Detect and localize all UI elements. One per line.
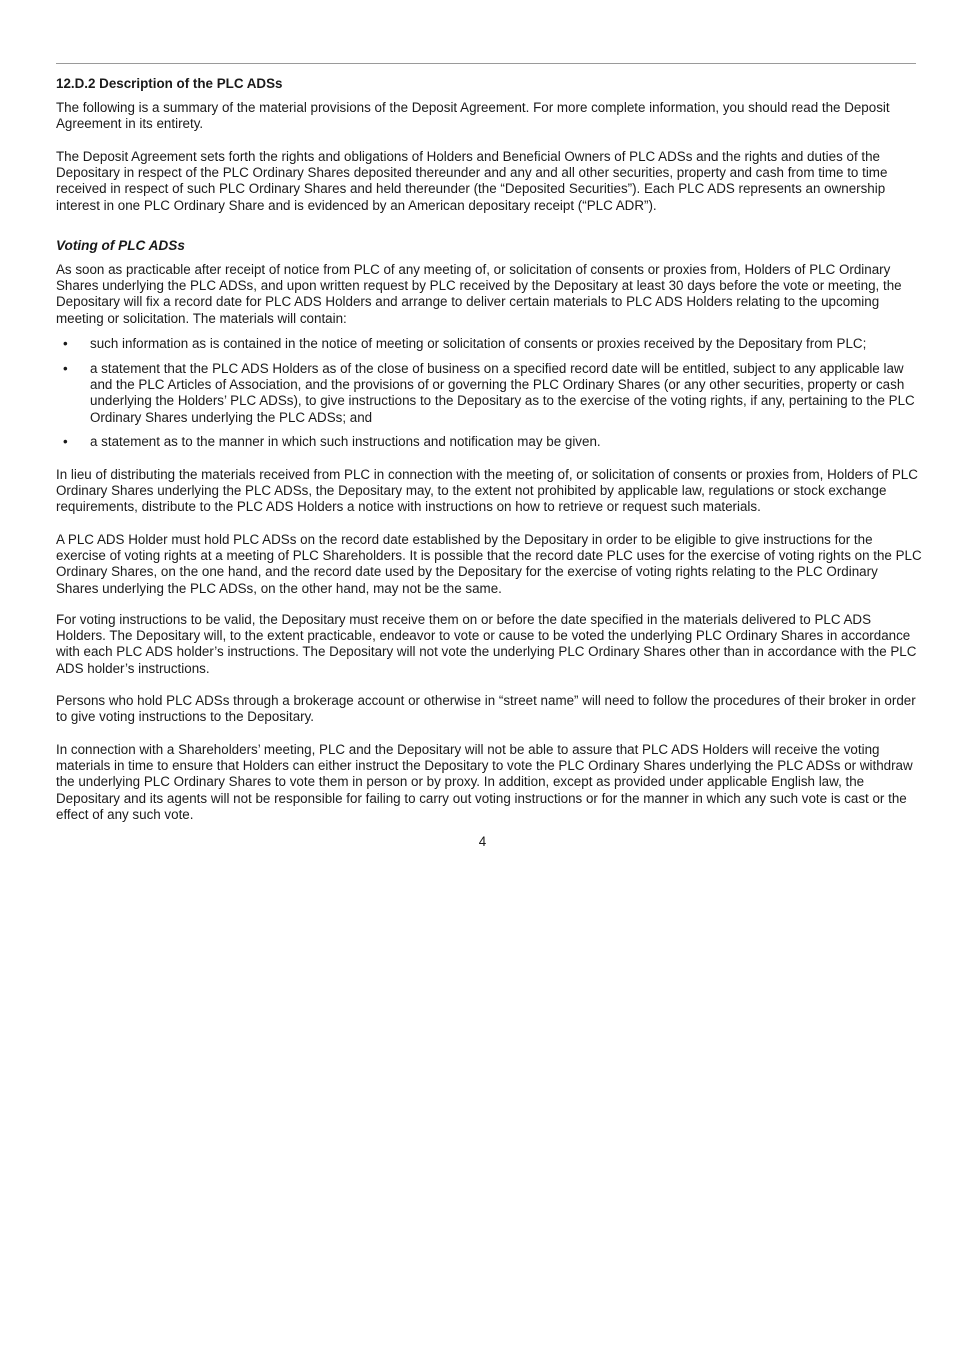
voting-paragraph-3: A PLC ADS Holder must hold PLC ADSs on the record date established by the Depositary in order to be eligible to give instructions for the exercise of voting rights at a meeting of PLC Shareholders. It is possible that the record date PLC uses for the exercise of voting rights on the PLC Ordinary Shares, on the one hand, and the record date used by the Depositary for the exercise of voting rights relating to the PLC Ordinary Shares underlying the PLC ADSs, on the other hand, may not be the same. [56,532,922,596]
list-item-text: a statement that the PLC ADS Holders as of the close of business on a specified record date will be entitled, subject to any applicable law and the PLC Articles of Association, and the provisions of or governing the PLC Ordinary Shares (or any other securities, property or cash underlying the Holders’ PLC ADSs), to give instructions to the Depositary as to the exercise of the voting rights, if any, pertaining to the PLC Ordinary Shares underlying the PLC ADSs; and [90,361,915,425]
list-item-text: a statement as to the manner in which such instructions and notification may be given. [90,434,601,449]
voting-paragraph-5: Persons who hold PLC ADSs through a brokerage account or otherwise in “street name” will need to follow the procedures of their broker in order to give voting instructions to the Depositary. [56,693,916,725]
bullet-icon: • [63,361,68,376]
top-divider [56,63,916,64]
intro-paragraph: The following is a summary of the material provisions of the Deposit Agreement. For more complete information, you should read the Deposit Agreement in its entirety. [56,100,890,132]
voting-paragraph-4: For voting instructions to be valid, the Depositary must receive them on or before the date specified in the materials delivered to PLC ADS Holders. The Depositary will, to the extent practicable, endeavor to vote or cause to be voted the underlying PLC Ordinary Shares in accordance with each PLC ADS holder’s instructions. The Depositary will not vote the underlying PLC Ordinary Shares other than in accordance with the PLC ADS holder’s instructions. [56,612,917,676]
page-number: 4 [478,834,487,849]
bullet-icon: • [63,434,68,449]
list-item-text: such information as is contained in the notice of meeting or solicitation of consents or proxies received by the Depositary from PLC; [90,336,867,351]
bullet-icon: • [63,336,68,351]
voting-paragraph-2: In lieu of distributing the materials received from PLC in connection with the meeting of, or solicitation of consents or proxies from, Holders of PLC Ordinary Shares underlying the PLC ADSs, the Depositary may, to the extent not prohibited by applicable law, regulations or stock exchange requirements, distribute to the PLC ADS Holders a notice with instructions on how to retrieve or request such materials. [56,467,918,515]
deposit-agreement-paragraph: The Deposit Agreement sets forth the rights and obligations of Holders and Beneficial Owners of PLC ADSs and the rights and duties of the Depositary in respect of the PLC Ordinary Shares deposited thereunder and any and all other securities, property and cash from time to time received in respect of such PLC Ordinary Shares and held thereunder (the “Deposited Securities”). Each PLC ADS represents an ownership interest in one PLC Ordinary Share and is evidenced by an American depositary receipt (“PLC ADR”). [56,149,888,213]
voting-paragraph-6: In connection with a Shareholders’ meeting, PLC and the Depositary will not be able to assure that PLC ADS Holders will receive the voting materials in time to ensure that Holders can either instruct the Depositary to vote the PLC Ordinary Shares underlying the PLC ADSs or withdraw the underlying PLC Ordinary Shares to vote them in person or by proxy. In addition, except as provided under applicable English law, the Depositary and its agents will not be responsible for failing to carry out voting instructions or for the manner in which any such vote is cast or the effect of any such vote. [56,742,913,822]
voting-paragraph-1: As soon as practicable after receipt of notice from PLC of any meeting of, or solicitation of consents or proxies from, Holders of PLC Ordinary Shares underlying the PLC ADSs, and upon written request by PLC received by the Depositary at least 30 days before the vote or meeting, the Depositary will fix a record date for PLC ADS Holders and arrange to deliver certain materials to PLC ADS Holders relating to the upcoming meeting or solicitation. The materials will contain: [56,262,902,326]
section-heading: 12.D.2 Description of the PLC ADSs [56,76,283,91]
voting-heading: Voting of PLC ADSs [56,238,185,253]
